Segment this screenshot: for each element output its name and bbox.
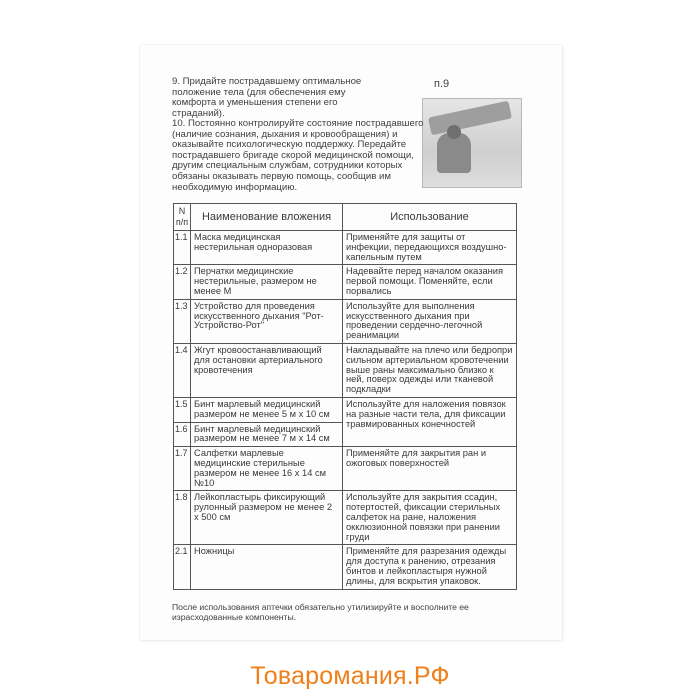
table-row: [174, 447, 517, 491]
row-num: 1.1: [174, 231, 191, 265]
table-row: [174, 397, 517, 422]
row-num: 1.8: [174, 491, 191, 545]
first-aid-kit-table: [173, 203, 517, 590]
row-usage: Используйте для выполнения искусственного дыхания при проведении сердечно-легочной реанимации: [343, 299, 517, 343]
table-row: [174, 265, 517, 299]
row-usage: Применяйте для закрытия ран и ожоговых поверхностей: [343, 447, 517, 491]
figure-label: п.9: [434, 78, 450, 90]
row-name: Перчатки медицинские нестерильные, размером не менее M: [191, 265, 343, 299]
row-num: 1.2: [174, 265, 191, 299]
row-name: Маска медицинская нестерильная одноразовая: [191, 231, 343, 265]
table-header-row: [174, 204, 517, 231]
header-num: N п/п: [174, 204, 191, 231]
table-row: [174, 545, 517, 589]
row-name: Салфетки марлевые медицинские стерильные размером не менее 16 х 14 см №10: [191, 447, 343, 491]
row-usage: Накладывайте на плечо или бедропри сильном артериальном кровотечении выше раны максимально близко к ней, поверх одежды или тканевой подкладки: [343, 343, 517, 397]
row-name: Ножницы: [191, 545, 343, 589]
table-row: [174, 343, 517, 397]
row-name: Устройство для проведения искусственного дыхания "Рот-Устройство-Рот": [191, 299, 343, 343]
row-usage: Применяйте для защиты от инфекции, передающихся воздушно-капельным путем: [343, 231, 517, 265]
row-num: 1.7: [174, 447, 191, 491]
watermark-text: Товаромания.РФ: [250, 662, 450, 690]
row-num: 1.6: [174, 422, 191, 447]
row-name: Жгут кровоостанавливающий для остановки артериального кровотечения: [191, 343, 343, 397]
table-row: [174, 491, 517, 545]
table-row: [174, 231, 517, 265]
header-name: Наименование вложения: [191, 204, 343, 231]
row-name: Лейкопластырь фиксирующий рулонный размером не менее 2 х 500 см: [191, 491, 343, 545]
row-usage: Надевайте перед началом оказания первой помощи. Поменяйте, если порвались: [343, 265, 517, 299]
row-num: 1.4: [174, 343, 191, 397]
row-num: 2.1: [174, 545, 191, 589]
row-name: Бинт марлевый медицинский размером не менее 7 м х 14 см: [191, 422, 343, 447]
photo-person: [437, 133, 471, 173]
row-num: 1.3: [174, 299, 191, 343]
footer-note: После использования аптечки обязательно утилизируйте и восполните ее израсходованные компоненты.: [172, 602, 469, 622]
row-num: 1.5: [174, 397, 191, 422]
paragraph-9: 9. Придайте пострадавшему оптимальное положение тела (для обеспечения ему комфорта и уменьшения степени его страданий).: [172, 76, 362, 119]
row-usage: Используйте для закрытия ссадин, потертостей, фиксации стерильных салфеток на ране, наложения окклюзионной повязки при ранении груди: [343, 491, 517, 545]
paragraph-10: 10. Постоянно контролируйте состояние пострадавшего (наличие сознания, дыхания и кровообращения) и оказывайте психологическую поддержку. Передайте пострадавшего бригаде скорой медицинской помощи, другим специальным службам, сотрудники которых обязаны оказывать первую помощь, сообщив им необходимую информацию.: [172, 118, 424, 193]
row-usage: Применяйте для разрезания одежды для доступа к ранению, отрезания бинтов и лейкопластыря нужной длины, для вскрытия упаковок.: [343, 545, 517, 589]
row-name: Бинт марлевый медицинский размером не менее 5 м х 10 см: [191, 397, 343, 422]
photo-person-head: [447, 125, 461, 139]
row-usage: Используйте для наложения повязок на разные части тела, для фиксации травмированных конечностей: [343, 397, 517, 446]
table-row: [174, 299, 517, 343]
instruction-sheet: [140, 45, 562, 640]
header-usage: Использование: [343, 204, 517, 231]
